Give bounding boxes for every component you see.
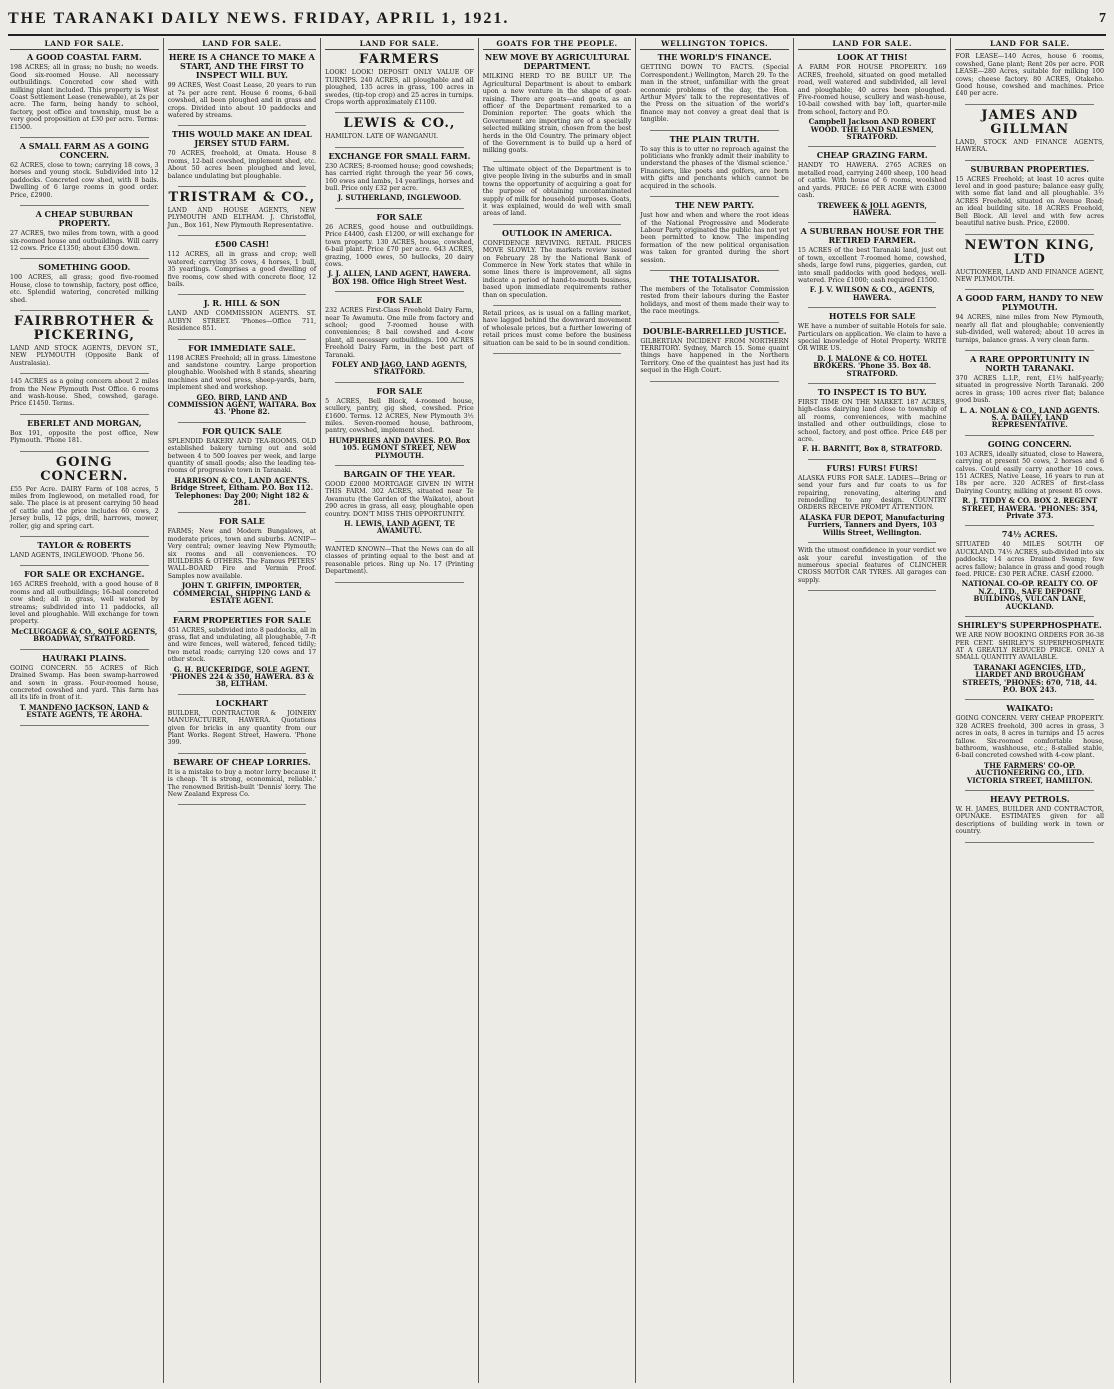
page-number: 7 [1099,11,1106,26]
advertisement [10,419,159,445]
advertisement [168,517,317,604]
item-agent: HARRISON & CO., LAND AGENTS. Bridge Street, Eltham. P.O. Box 112. Telephones: Day 200; Night 182 & 281. [170,475,314,508]
advertisement [483,310,632,347]
item-body: 370 ACRES L.I.P., rent, £1½ half-yearly; situated in progressive North Taranaki. 200 acres in grass; 100 acres river flat; balance good bush. [955,374,1105,405]
item-body: LAND AND COMMISSION AGENTS. ST. AUBYN STREET. 'Phones—Office 711, Residence 851. [167,310,317,333]
item-heading: CHEAP GRAZING FARM. [816,150,928,161]
item-heading: TAYLOR & ROBERTS [37,540,132,551]
item-body: The ultimate object of the Department is to give people living in the suburbs and in small towns the opportunity of acquiring a goat for the purpose of obtaining uncontaminated supply of milk for household purposes. Goats, it was explained, would do well with small areas of land. [482,165,632,218]
divider [178,339,307,340]
item-heading: GOING CONCERN. [40,454,129,484]
item-body: 230 ACRES; 8-roomed house; good cowsheds; has carried right through the year 56 cows, 160 ewes and lambs, 14 yearlings, horses and bull. Price only £32 per acre. [325,162,474,193]
item-heading: BEWARE OF CHEAP LORRIES. [173,756,311,767]
divider [965,234,1094,235]
item-body: HANDY TO HAWERA. 2765 ACRES on metalled road, carrying 2400 sheep, 100 head of cattle. With house of 6 rooms, woolshed and yards. PRICE: £6 PER ACRE with £3000 cash. [797,162,947,200]
advertisement [325,213,474,285]
advertisement [10,541,159,559]
item-agent: J. SUTHERLAND, INGLEWOOD. [337,193,462,203]
advertisement [483,53,632,154]
advertisement [798,312,947,377]
divider [493,224,622,225]
divider [178,125,307,126]
column-header: GOATS FOR THE PEOPLE. [483,38,632,50]
advertisement [325,117,474,140]
divider [650,322,779,323]
item-heading: FARMERS [359,52,440,68]
advertisement [798,388,947,453]
item-body: 70 ACRES, freehold, at Omata. House 8 rooms, 12-bail cowshed, implement shed, etc. About 50 acres been ploughed and level, balance undulating but ploughable. [167,150,317,180]
column-7 [951,38,1108,1383]
item-heading: NEWTON KING, LTD [964,237,1095,267]
item-heading: SOMETHING GOOD. [38,262,131,273]
advertisement [955,165,1104,228]
item-heading: GOING CONCERN. [987,438,1072,449]
columns-container [6,38,1108,1383]
item-agent: R. J. TIDDY & CO. BOX 2. REGENT STREET, HAWERA. 'PHONES: 354, Private 373. [961,496,1098,521]
item-heading: A RARE OPPORTUNITY IN NORTH TARANAKI. [970,353,1090,373]
item-heading: THE PLAIN TRUTH. [669,133,760,144]
item-agent: L. A. NOLAN & CO., LAND AGENTS. S. A. DAILEY, LAND REPRESENTATIVE. [959,405,1100,430]
item-body: SPLENDID BAKERY AND TEA-ROOMS. OLD established bakery turning out and sold between 4 to 500 loaves per week, and large quantity of small goods; also the leading tea-rooms of progressive town in Taranaki. [167,437,317,475]
item-agent: THE FARMERS' CO-OP. AUCTIONEERING CO., LTD. VICTORIA STREET, HAMILTON. [966,760,1093,785]
divider [20,258,149,259]
advertisement [955,440,1104,520]
item-body: 165 ACRES freehold, with a good house of 8 rooms and all outbuildings; 16-bail concreted cow shed; all in grass, well watered by streams; subdivided into 11 paddocks, all level and ploughable. Will exchange for town property. [10,581,159,626]
item-heading: WAIKATO: [1006,703,1054,714]
item-body: GILBERTIAN INCIDENT FROM NORTHERN TERRITORY. Sydney, March 15. Some quaint things have happened in the Northern Territory. One of the quaintest has just had its sequel in the High Court. [640,337,789,375]
item-body: Box 191, opposite the post office, New Plymouth. 'Phone 181. [10,429,159,445]
item-agent: J. J. ALLEN, LAND AGENT, HAWERA. BOX 198. Office High Street West. [327,269,471,286]
item-agent: ALASKA FUR DEPOT, Manufacturing Furriers, Tanners and Dyers, 103 Willis Street, Wellington. [799,512,945,537]
item-heading: EBERLET AND MORGAN, [27,417,142,428]
advertisement [10,654,159,719]
divider [20,451,149,452]
divider [808,383,937,384]
column-6 [794,38,952,1383]
column-header: LAND FOR SALE. [168,38,317,50]
divider [20,205,149,206]
item-body: 100 ACRES, all grass; good five-roomed House, close to township, factory, post office, etc. Splendid watering, concreted milking shed. [10,274,159,304]
advertisement [168,240,317,288]
advertisement [325,387,474,459]
divider [335,382,464,383]
divider [808,222,937,223]
advertisement [798,151,947,216]
divider [808,542,937,543]
masthead [8,4,1106,36]
advertisement [640,327,789,375]
advertisement [168,191,317,229]
advertisement [10,570,159,642]
masthead-title: THE TARANAKI DAILY NEWS. FRIDAY, APRIL 1, 1921. [8,10,510,27]
column-header: LAND FOR SALE. [798,38,947,50]
item-heading: A CHEAP SUBURBAN PROPERTY. [35,209,134,229]
item-body: LAND, STOCK AND FINANCE AGENTS, HAWERA. [955,138,1105,154]
divider [808,459,937,460]
advertisement [955,239,1104,284]
item-heading: LOCKHART [215,697,268,708]
item-agent: McCLUGGAGE & CO., SOLE AGENTS, BROADWAY, STRATFORD. [11,626,158,644]
divider [808,307,937,308]
item-heading: HERE IS A CHANCE TO MAKE A START, AND THE FIRST TO INSPECT WILL BUY. [168,52,315,81]
column-header: LAND FOR SALE. [955,38,1104,50]
item-body: FOR LEASE—140 Acres, house 6 rooms, cowshed, Gane plant; Rent 20s per acre. FOR LEASE—280 Acres, suitable for milking 100 cows; cheese factory. 80 ACRES, Otakeho. Good house, cowshed and machines. Price £40 per acre. [955,53,1105,98]
item-body: 198 ACRES; all in grass; no bush; no weeds. Good six-roomed House. All necessary outbuildings. Concreted cow shed with milking plant included. This property is West Coast Settlement Lease (renewable), at 2s per acre. The farm, being handy to school, factory, post office and township, must be a very good proposition at £30 per acre. Terms: £1500. [10,64,159,131]
column-header: LAND FOR SALE. [10,38,159,50]
advertisement [798,547,947,584]
advertisement [168,344,317,416]
advertisement [483,166,632,218]
divider [335,541,464,542]
item-agent: FOLEY AND JAGO, LAND AGENTS, STRATFORD. [331,359,468,377]
divider [178,611,307,612]
item-heading: THIS WOULD MAKE AN IDEAL JERSEY STUD FARM. [171,129,312,149]
item-agent: TREWEEK & JOLL AGENTS, HAWERA. [817,200,927,217]
divider [20,414,149,415]
advertisement [955,704,1104,784]
item-agent: TARANAKI AGENCIES, LTD., LIARDET AND BROUGHAM STREETS, 'PHONES: 670, 718, 44. P.O. BOX 243. [962,662,1098,694]
advertisement [10,315,159,367]
item-agent: F. H. BARNITT, Box 8, STRATFORD. [802,444,943,454]
item-heading: A GOOD FARM, HANDY TO NEW PLYMOUTH. [956,293,1104,313]
item-heading: FARM PROPERTIES FOR SALE [172,614,311,625]
item-heading: FOR SALE [376,211,423,222]
item-heading: FURS! FURS! FURS! [826,462,918,473]
advertisement [10,142,159,199]
item-body: GETTING DOWN TO FACTS. (Special Correspondent.) Wellington, March 29. To the man in the street, unfamiliar with the great economic problems of the day, the Hon. Arthur Myers' talk to the representatives of the Press on the situation of the world's finance may not convey a great deal that is tangible. [640,64,789,124]
advertisement [798,464,947,536]
divider [20,649,149,650]
divider [965,525,1094,526]
column-5 [636,38,794,1383]
item-agent: H. LEWIS, LAND AGENT, TE AWAMUTU. [344,519,455,536]
item-body: 451 ACRES, subdivided into 8 paddocks, all in grass, flat and undulating, all ploughable, 7-ft and wire fences, well watered, fenced tidily; two metal roads; carrying 120 cows and 17 other stock. [167,626,317,664]
divider [20,137,149,138]
item-body: W. H. JAMES, BUILDER AND CONTRACTOR, OPUNAKE. ESTIMATES given for all descriptions of building work in town or country. [955,806,1105,836]
item-heading: HAURAKI PLAINS. [42,652,127,663]
item-heading: BARGAIN OF THE YEAR. [343,469,456,480]
divider [178,804,307,805]
divider [650,130,779,131]
column-header: WELLINGTON TOPICS. [640,38,789,50]
item-heading: A SMALL FARM AS A GOING CONCERN. [19,141,149,161]
item-body: FARMS; New and Modern Bungalows, at moderate prices, town and suburbs. ACNIP—Very central; owner leaving New Plymouth; six rooms and all conveniences. TO BUILDERS & OTHERS. The Famous PETERS' WALL-BOARD Fire and Vermin Proof. Samples now available. [167,528,317,580]
advertisement [10,263,159,304]
item-agent: GEO. BIRD, LAND AND COMMISSION AGENT, WAITARA. Box 43. 'Phone 82. [167,392,317,417]
item-body: It is a mistake to buy a motor lorry because it is cheap. 'It is strong, economical, reliable.' The renowned British-built 'Dennis' lorry. The New Zealand Express Co. [167,768,317,798]
divider [335,465,464,466]
item-body: AUCTIONEER, LAND AND FINANCE AGENT, NEW PLYMOUTH. [955,268,1105,283]
item-body: ALASKA FURS FOR SALE. LADIES—Bring or send your furs and fur coats to us for repairing, renovating, altering and remodelling to any design. COUNTRY ORDERS RECEIVE PROMPT ATTENTION. [797,474,947,512]
advertisement [798,227,947,301]
divider [965,160,1094,161]
item-heading: THE NEW PARTY. [675,200,755,211]
divider [335,582,464,583]
item-heading: JAMES AND GILLMAN [981,107,1079,137]
divider [178,235,307,236]
advertisement [325,546,474,576]
item-agent: HUMPHRIES AND DAVIES. P.O. Box 105. EGMONT STREET, NEW PLYMOUTH. [328,435,471,460]
item-body: 27 ACRES, two miles from town, with a good six-roomed house and outbuildings. Will carry 12 cows. Price £1350; about £350 down. [10,230,159,252]
divider [965,289,1094,290]
item-heading: SHIRLEY'S SUPERPHOSPHATE. [957,620,1102,631]
item-body: 15 ACRES of the best Taranaki land, just out of town, excellent 7-roomed home, cowshed, sheds, large fowl runs, piggeries, garden, cut into small paddocks with good hedges, well-watered. Price £1000; cash required £1500. [797,247,947,284]
divider [808,146,937,147]
advertisement [640,201,789,264]
divider [20,310,149,311]
divider [335,291,464,292]
advertisement [168,130,317,180]
item-heading: FAIRBROTHER & PICKERING, [14,313,155,343]
advertisement [640,135,789,190]
item-heading: FOR SALE OR EXCHANGE. [24,569,145,580]
advertisement [168,699,317,747]
item-body: MILKING HERD TO BE BUILT UP. The Agricultural Department is about to embark upon a new venture in the shape of goat-raising. There are goats—and goats, as an officer of the Department remarked to a Dominion reporter. The goats which the Government are importing are of a specially selected milking strain, chosen from the best herds in the Old Country. The primary object of the Government is to build up a herd of milking goats. [482,73,632,155]
item-body: 62 ACRES, close to town; carrying 18 cows, 3 horses and young stock. Subdivided into 12 paddocks. Concreted cow shed, with 8 bails. Dwelling of 6 large rooms in good order. Price, £2900. [10,162,159,199]
divider [493,161,622,162]
item-body: WE ARE NOW BOOKING ORDERS FOR 36-38 PER CENT. SHIRLEY'S SUPERPHOSPHATE AT A GREATLY REDUCED PRICE. ONLY A SMALL QUANTITY AVAILABLE. [955,632,1105,662]
divider [965,616,1094,617]
advertisement [955,530,1104,610]
advertisement [325,152,474,202]
item-heading: FOR QUICK SALE [202,425,282,436]
advertisement [10,378,159,408]
item-body: 145 ACRES as a going concern about 2 miles from the New Plymouth Post Office. 6 rooms and wash-house. Shed, cowshed, garage. Price £1450. Terms. [10,378,159,408]
divider [178,753,307,754]
divider [335,112,464,113]
divider [493,353,622,354]
item-heading: LOOK AT THIS! [837,52,908,63]
divider [493,305,622,306]
item-heading: HOTELS FOR SALE [828,311,916,322]
item-heading: DOUBLE-BARRELLED JUSTICE. [642,325,787,336]
item-body: WE have a number of suitable Hotels for sale. Particulars on application. We claim to have a special knowledge of Hotel Property. WRITE OR WIRE US. [797,323,947,353]
item-body: 26 ACRES, good house and outbuildings. Price £4400, cash £1200, or will exchange for town property. 130 ACRES, house, cowshed, 6-bail plant. Price £70 per acre. 643 ACRES, grazing, 1000 ewes, 50 bullocks, 20 dairy cows. [325,223,474,268]
item-agent: G. H. BUCKERIDGE, SOLE AGENT. 'PHONES 224 & 350, HAWERA. 83 & 38, ELTHAM. [169,664,314,689]
column-1 [6,38,164,1383]
item-heading: SUBURBAN PROPERTIES. [970,163,1090,174]
divider [178,422,307,423]
item-body: LAND AGENTS, INGLEWOOD. 'Phone 56. [10,552,145,560]
item-heading: 74½ ACRES. [1001,529,1058,540]
divider [650,381,779,382]
divider [965,842,1094,843]
advertisement [483,229,632,299]
divider [965,104,1094,105]
advertisement [955,294,1104,344]
divider [335,147,464,148]
divider [650,270,779,271]
advertisement [955,621,1104,693]
item-heading: OUTLOOK IN AMERICA. [502,227,612,238]
item-body: 99 ACRES, West Coast Lease, 20 years to run at 7s per acre rent. House 6 rooms, 6-bail cowshed, all been ploughed and in grass and crops. Divided into about 10 paddocks and watered by streams. [167,82,317,120]
advertisement [955,53,1104,97]
advertisement [10,53,159,131]
advertisement [325,296,474,376]
item-heading: J. R. HILL & SON [203,298,281,309]
divider [178,694,307,695]
item-heading: THE TOTALISATOR. [669,273,760,284]
item-body: CONFIDENCE REVIVING. RETAIL PRICES MOVE SLOWLY. The markets review issued on February 28 by the National Bank of Commerce in New York states that while in some lines there is improvement, all signs indicate a period of hand-to-mouth business, based upon immediate requirements rather than on speculation. [482,239,632,299]
divider [808,590,937,591]
item-body: 103 ACRES, ideally situated, close to Hawera, carrying at present 50 cows, 2 horses and 6 calves. Could easily carry another 10 cows. 151 ACRES, Native Lease, 16 years to run at 18s per acre. 320 ACRES of first-class Dairying Country, milking at present 85 cows. [955,450,1105,495]
item-agent: D. J. MALONE & CO. HOTEL BROKERS. 'Phone 35. Box 48. STRATFORD. [813,353,932,378]
item-heading: THE WORLD'S FINANCE. [657,52,772,63]
item-heading: TRISTRAM & CO., [168,190,316,206]
item-body: LOOK! LOOK! DEPOSIT ONLY VALUE OF TURNIPS. 240 ACRES, all ploughable and all ploughed, 135 acres in grass, 100 acres in swedes, (tip-top crop) and 25 acres in turnips. Crops worth approximately £1100. [325,69,474,107]
advertisement [168,758,317,799]
advertisement [955,795,1104,836]
item-heading: LEWIS & CO., [343,116,456,132]
divider [20,536,149,537]
divider [178,186,307,187]
item-body: The members of the Totalisator Commission rested from their labours during the Easter holidays, and most of them made their way to the race meetings. [640,285,789,316]
item-body: 5 ACRES, Bell Block, 4-roomed house, scullery, pantry, gig shed, cowshed. Price £1600. Terms. 12 ACRES, New Plymouth 3½ miles. Seven-roomed house, bathroom, pantry, cowshed, implement shed. [325,397,474,435]
item-heading: FOR SALE [376,385,423,396]
item-heading: EXCHANGE FOR SMALL FARM. [328,150,471,161]
item-body: 15 ACRES Freehold; at least 10 acres quite level and in good pasture; balance easy gully, with some flat land and all ploughable. 3½ ACRES Freehold, situated on Avenue Road; an ideal building site. 18 ACRES Freehold, Bell Block. All level and with few acres beautiful native bush. Price, £2000. [955,175,1105,228]
divider [178,512,307,513]
advertisement [168,299,317,332]
advertisement [168,616,317,688]
advertisement [798,53,947,140]
item-heading: HEAVY PETROLS. [989,794,1070,804]
item-agent: JOHN T. GRIFFIN, IMPORTER, COMMERCIAL, SHIPPING LAND & ESTATE AGENT. [173,581,311,606]
item-heading: FOR IMMEDIATE SALE. [188,342,296,353]
item-body: FIRST TIME ON THE MARKET. 187 ACRES, high-class dairying land close to township of all rooms, conveniences, with machine installed and other outbuildings, close to school, factory, and post office. Price £48 per acre. [797,399,947,444]
advertisement [640,275,789,316]
advertisement [10,210,159,252]
advertisement [168,427,317,507]
item-body: GOING CONCERN. VERY CHEAP PROPERTY. 328 ACRES freehold, 300 acres in grass, 3 acres in oats, 8 acres in turnips and 15 acres fallow. Six-roomed comfortable house, bathroom, washhouse, etc.; 8-stalled stable, 6-bail concreted cowshed with 4-cow plant. [955,715,1105,760]
item-body: BUILDER, CONTRACTOR & JOINERY MANUFACTURER, HAWERA. Quotations given for bricks in any quantity from our Plant Works. Regent Street, Hawera. 'Phone 399. [167,709,317,747]
item-agent: Campbell Jackson AND ROBERT WOOD. THE LAND SALESMEN, STRATFORD. [808,117,936,142]
divider [965,699,1094,700]
item-body: 1198 ACRES Freehold; all in grass. Limestone and sandstone country. Large proportion ploughable. Woolshed with 8 stands, shearing machines and wool press, sheep-yards, barn, implement shed and workshop. [167,354,317,392]
item-heading: FOR SALE [218,516,265,527]
item-heading: TO INSPECT IS TO BUY. [817,387,927,397]
advertisement [640,53,789,123]
item-heading: A SUBURBAN HOUSE FOR THE RETIRED FARMER. [800,226,944,246]
item-body: GOING CONCERN. 55 ACRES of Rich Drained Swamp. Has been swamp-harrowed and sown in grass. Four-roomed house, concreted cowshed and yard. This farm has all its life in front of it. [10,664,159,702]
divider [650,196,779,197]
item-body: SITUATED 40 MILES SOUTH OF AUCKLAND. 74½ ACRES, sub-divided into six paddocks; 14 acres Drained Swamp; few acres fallow; balance in grass and good rough feed. PRICE: £30 PER ACRE. CASH £2000. [955,541,1105,579]
divider [965,790,1094,791]
item-body: HAMILTON. LATE OF WANGANUI. [325,133,439,141]
item-agent: F. J. V. WILSON & CO., AGENTS, HAWERA. [809,285,935,302]
divider [335,208,464,209]
item-agent: NATIONAL CO-OP. REALTY CO. OF N.Z., LTD., SAFE DEPOSIT BUILDINGS, VULCAN LANE, AUCKLAND. [961,579,1098,611]
advertisement [10,456,159,530]
item-heading: A GOOD COASTAL FARM. [26,52,142,63]
item-body: With the utmost confidence in your verdict we ask your careful investigation of the numerous special features of CLINCHER CROSS MOTOR CAR TYRES. All garages can supply. [797,547,947,584]
item-heading: £500 CASH! [214,239,270,250]
advertisement [955,109,1104,154]
divider [20,725,149,726]
item-body: 232 ACRES First-Class Freehold Dairy Farm, near Te Awamutu. One mile from factory and school; good 7-roomed house with conveniences; 8 bail cowshed and 4-cow plant, all necessary outbuildings. 100 ACRES Freehold Dairy Farm, in the best part of Taranaki. [325,307,474,359]
advertisement [325,470,474,535]
item-body: GOOD £2000 MORTGAGE GIVEN IN WITH THIS FARM. 302 ACRES, situated near Te Awamutu (the Garden of the Waikato), about 290 acres in grass, all easy, ploughable open country. DON'T MISS THIS OPPORTUNITY. [325,481,474,518]
item-body: £55 Per Acre. DAIRY Farm of 108 acres, 5 miles from Inglewood, on metalled road, for sale. The place is at present carrying 50 head of cattle and the price includes 60 cows, 2 Jersey bulls, 12 pigs, drill, harrows, mower, roller, gig and spring cart. [10,485,159,530]
divider [965,350,1094,351]
item-body: To say this is to utter no reproach against the politicians who frankly admit their inability to understand the phases of the 'dismal science.' Financiers, like poets and golfers, are born with gifts and penchants which cannot be acquired in the schools. [640,145,789,190]
advertisement [168,53,317,119]
advertisement [955,355,1104,429]
item-body: 112 ACRES, all in grass and crop; well watered; carrying 35 cows, 4 horses, 1 bull, 35 yearlings. Comprises a good dwelling of five rooms, cow shed with concrete floor, 12 bails. [167,251,317,288]
column-2 [164,38,322,1383]
item-heading: FOR SALE [376,295,423,306]
column-3 [321,38,479,1383]
item-body: Retail prices, as is usual on a falling market, have lagged behind the downward movement of wholesale prices, but a further lowering of retail prices must come before the business situation can be said to be in sound condition. [482,309,632,347]
item-body: LAND AND HOUSE AGENTS, NEW PLYMOUTH AND ELTHAM. J. Christoffel, Jun., Box 161, New Plymouth Representative. [167,207,317,229]
item-heading: NEW MOVE BY AGRICULTURAL DEPARTMENT. [484,52,630,72]
column-4 [479,38,637,1383]
divider [965,435,1094,436]
item-body: LAND AND STOCK AGENTS, DEVON ST., NEW PLYMOUTH (Opposite Bank of Australasia). [10,344,159,367]
divider [20,565,149,566]
divider [20,373,149,374]
advertisement [325,53,474,106]
item-body: 94 ACRES, nine miles from New Plymouth, nearly all flat and ploughable; conveniently sub-divided, well watered; about 10 acres in turnips, balance grass. A very clean farm. [955,314,1105,344]
item-agent: T. MANDENO JACKSON, LAND & ESTATE AGENTS, TE AROHA. [19,702,149,720]
item-body: WANTED KNOWN—That the News can do all classes of printing equal to the best and at reasonable prices. Ring up No. 17 (Printing Department). [325,545,474,576]
item-body: A FARM FOR HOUSE PROPERTY. 169 ACRES, freehold, situated on good metalled road, well watered and subdivided, all level and ploughable; 40 acres been ploughed. Five-roomed house, scullery and wash-house, 10-bail cowshed with bay loft, quarter-mile from school, factory and P.O. [797,64,947,116]
divider [178,294,307,295]
column-header: LAND FOR SALE. [325,38,474,50]
item-body: Just how and when and where the root ideas of the National Progressive and Moderate Labour Party originated the public has not yet been permitted to know. The impending formation of the new political organisation was taken for granted during the short session. [640,212,789,264]
